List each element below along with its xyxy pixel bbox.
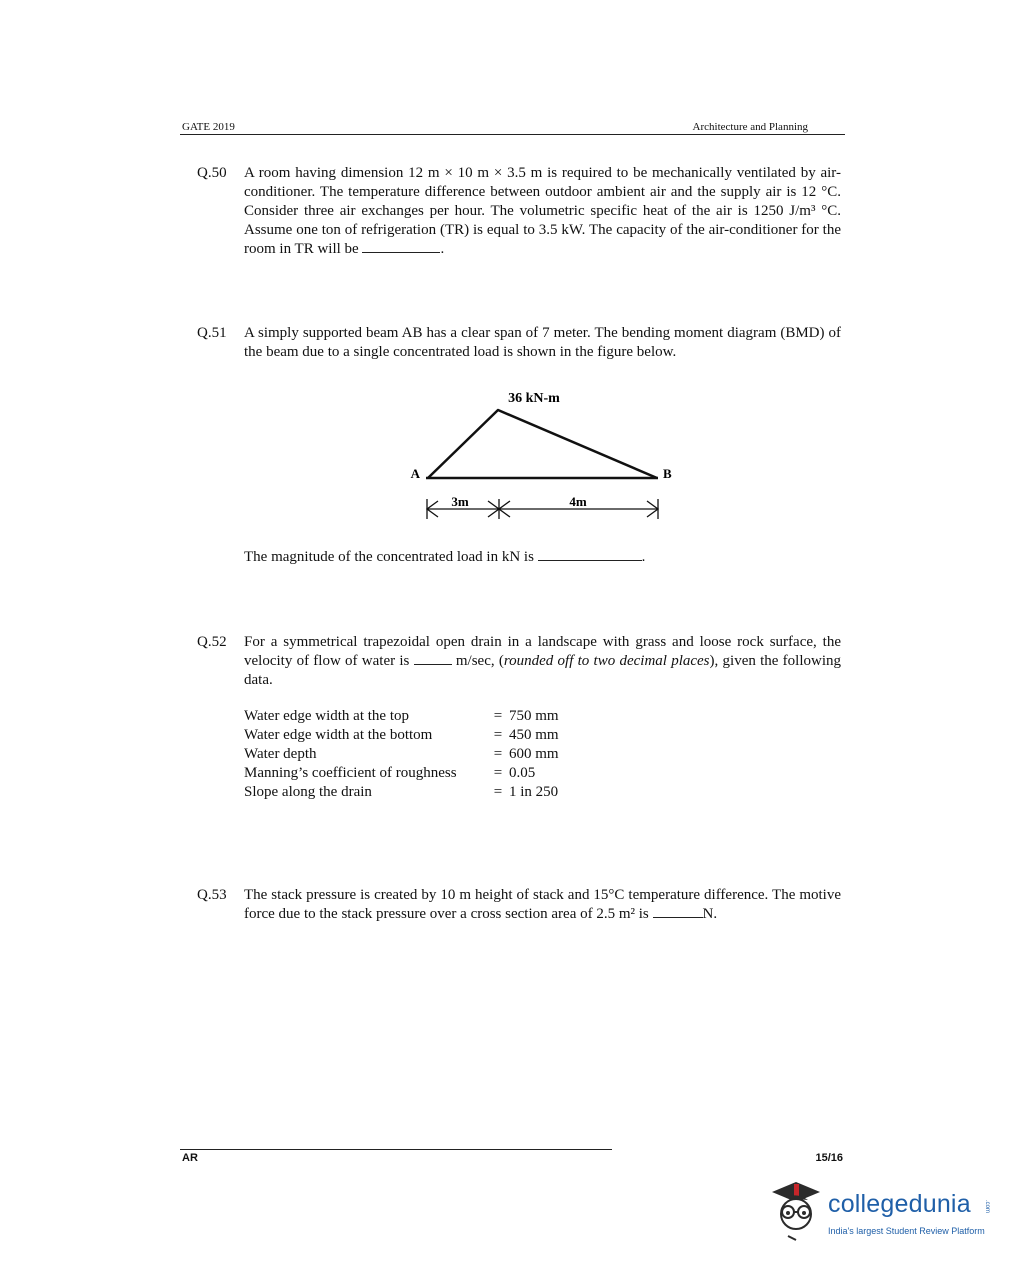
row-value: 450 mm bbox=[509, 727, 559, 743]
row-value: 1 in 250 bbox=[509, 784, 559, 800]
q51-number: Q.51 bbox=[197, 325, 227, 341]
bmd-peak-label: 36 kN-m bbox=[508, 391, 560, 406]
q51-question-text: The magnitude of the concentrated load in kN is bbox=[244, 549, 534, 565]
table-row bbox=[244, 764, 559, 783]
q52-answer-blank bbox=[414, 652, 452, 665]
row-label: Manning’s coefficient of roughness bbox=[244, 765, 457, 781]
q50-answer-blank bbox=[362, 240, 440, 253]
q53-answer-blank bbox=[653, 905, 703, 918]
row-equals: = bbox=[493, 784, 503, 800]
q51-answer-blank bbox=[538, 548, 642, 561]
table-row bbox=[244, 783, 559, 802]
logo-suffix: .com bbox=[984, 1200, 990, 1214]
row-value: 750 mm bbox=[509, 708, 559, 724]
footer-divider bbox=[180, 1149, 612, 1150]
q52-text-before: For a symmetrical trapezoidal open drain in a landscape with grass and loose rock surface, the velocity of flow of water is bbox=[244, 634, 841, 669]
row-equals: = bbox=[493, 746, 503, 762]
table-row bbox=[244, 726, 559, 745]
row-equals: = bbox=[493, 727, 503, 743]
q53-text bbox=[244, 886, 841, 924]
header-divider bbox=[180, 134, 845, 135]
header-paper-title: Architecture and Planning bbox=[692, 121, 808, 133]
mascot-logo-icon bbox=[766, 1178, 826, 1248]
q51-text: A simply supported beam AB has a clear span of 7 meter. The bending moment diagram (BMD) of the beam due to a single concentrated load is shown in the figure below. bbox=[244, 325, 841, 360]
row-value: 0.05 bbox=[509, 765, 536, 781]
span-right-label: 4m bbox=[569, 494, 587, 509]
q50-number: Q.50 bbox=[197, 165, 227, 181]
q53-end: N. bbox=[702, 906, 718, 922]
q51-question bbox=[244, 548, 704, 567]
row-label: Water depth bbox=[244, 746, 317, 762]
q52-number: Q.52 bbox=[197, 634, 227, 650]
q52-text bbox=[244, 633, 841, 690]
bmd-triangle-slopes bbox=[428, 410, 657, 478]
row-label: Water edge width at the bottom bbox=[244, 727, 433, 743]
q52-text-unit: m/sec, ( bbox=[455, 653, 504, 669]
row-value: 600 mm bbox=[509, 746, 559, 762]
q50-end: . bbox=[440, 241, 445, 257]
header-exam-title: GATE 2019 bbox=[182, 121, 235, 133]
q50-body: A room having dimension 12 m × 10 m × 3.5 m is required to be mechanically ventilated by air-conditioner. The temperature difference between outdoor ambient air and the supply air is 12 °C. Consider three air exchanges per hour. The volumetric specific heat of the air is 1250 J/m³ °C. Assume one ton of refrigeration (TR) is equal to 3.5 kW. The capacity of the air-conditioner for the room in TR will be bbox=[244, 165, 841, 257]
row-equals: = bbox=[493, 708, 503, 724]
q51-end: . bbox=[641, 549, 646, 565]
q52-text-italic: rounded off to two decimal places bbox=[503, 653, 710, 669]
q53-number: Q.53 bbox=[197, 887, 227, 903]
bmd-figure bbox=[400, 380, 690, 530]
span-left-label: 3m bbox=[451, 494, 469, 509]
row-label: Slope along the drain bbox=[244, 784, 372, 800]
footer-paper-code: AR bbox=[182, 1152, 198, 1164]
logo-wordmark: collegedunia bbox=[828, 1190, 971, 1218]
q52-text-after: ), given the following data. bbox=[244, 653, 842, 688]
q53-body: The stack pressure is created by 10 m height of stack and 15°C temperature difference. The motive force due to the stack pressure over a cross section area of 2.5 m² is bbox=[244, 887, 841, 922]
table-row bbox=[244, 745, 559, 764]
footer-page-number: 15/16 bbox=[815, 1152, 843, 1164]
logo-tagline: India's largest Student Review Platform bbox=[828, 1226, 985, 1236]
row-label: Water edge width at the top bbox=[244, 708, 409, 724]
table-row bbox=[244, 707, 559, 726]
q52-data-table bbox=[244, 707, 559, 802]
support-b-label: B bbox=[663, 466, 672, 481]
row-equals: = bbox=[493, 765, 503, 781]
support-a-label: A bbox=[410, 466, 420, 481]
q50-text bbox=[244, 164, 841, 259]
